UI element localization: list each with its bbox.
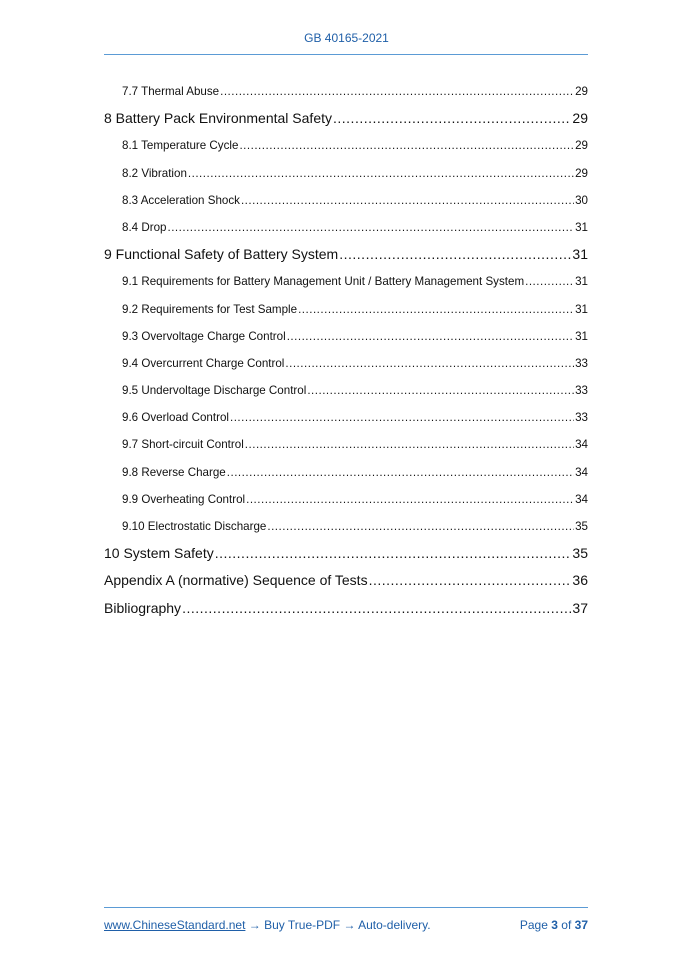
toc-leader-dots xyxy=(239,132,574,159)
toc-entry-title: 9.6 Overload Control xyxy=(122,411,229,425)
toc-entry-title: 9.9 Overheating Control xyxy=(122,492,246,506)
toc-entry-page: 31 xyxy=(575,220,588,234)
toc-entry[interactable] xyxy=(104,268,588,295)
document-footer xyxy=(104,918,588,932)
toc-entry-page: 34 xyxy=(575,492,588,506)
website-link[interactable]: www.ChineseStandard.net xyxy=(104,918,246,932)
toc-entry[interactable] xyxy=(104,377,588,404)
toc-entry-page: 31 xyxy=(575,275,588,289)
toc-entry-page: 33 xyxy=(575,411,588,425)
toc-entry[interactable] xyxy=(104,214,588,241)
toc-entry-page: 34 xyxy=(575,465,588,479)
toc-leader-dots xyxy=(188,160,574,187)
toc-entry[interactable] xyxy=(104,323,588,350)
toc-leader-dots xyxy=(245,431,574,458)
toc-entry-title: 9 Functional Safety of Battery System xyxy=(104,246,339,263)
page-total: 37 xyxy=(574,918,588,932)
toc-entry-title: 7.7 Thermal Abuse xyxy=(122,85,220,98)
toc-entry[interactable] xyxy=(104,486,588,513)
toc-leader-dots xyxy=(307,377,574,404)
toc-entry[interactable] xyxy=(104,459,588,486)
toc-entry-page: 29 xyxy=(575,139,588,153)
toc-entry[interactable] xyxy=(104,404,588,431)
toc-entry[interactable] xyxy=(104,513,588,540)
toc-entry-page: 31 xyxy=(572,246,588,263)
toc-entry-page: 36 xyxy=(572,572,588,589)
toc-entry[interactable] xyxy=(104,350,588,377)
toc-entry-title: 8.2 Vibration xyxy=(122,166,187,180)
toc-entry-title: 10 System Safety xyxy=(104,545,214,562)
toc-leader-dots xyxy=(227,459,574,486)
toc-leader-dots xyxy=(220,78,574,105)
table-of-contents xyxy=(104,78,588,622)
header-divider xyxy=(104,54,588,55)
toc-entry[interactable] xyxy=(104,160,588,187)
toc-entry[interactable] xyxy=(104,540,588,567)
toc-entry-page: 30 xyxy=(575,193,588,207)
toc-entry-title: 9.2 Requirements for Test Sample xyxy=(122,302,298,316)
toc-leader-dots xyxy=(230,404,574,431)
toc-leader-dots xyxy=(339,241,571,268)
toc-entry-page: 33 xyxy=(575,384,588,398)
toc-entry-title: Bibliography xyxy=(104,599,182,616)
page-label: Page xyxy=(519,918,548,932)
toc-entry-title: 8 Battery Pack Environmental Safety xyxy=(104,110,332,127)
toc-entry-title: 8.3 Acceleration Shock xyxy=(122,193,240,207)
toc-entry-title: 9.5 Undervoltage Discharge Control xyxy=(122,384,307,398)
toc-leader-dots xyxy=(215,540,572,567)
toc-entry-title: 9.10 Electrostatic Discharge xyxy=(122,520,267,533)
toc-leader-dots xyxy=(285,350,574,377)
toc-entry-title: 8.1 Temperature Cycle xyxy=(122,139,239,153)
page-indicator xyxy=(520,918,588,932)
toc-entry-page: 29 xyxy=(572,110,588,127)
toc-leader-dots xyxy=(241,187,574,214)
page-of: of xyxy=(561,918,572,932)
toc-leader-dots xyxy=(182,595,571,622)
toc-leader-dots xyxy=(246,486,574,513)
toc-entry-page: 29 xyxy=(575,85,588,98)
toc-entry[interactable] xyxy=(104,132,588,159)
toc-entry-page: 33 xyxy=(575,356,588,370)
toc-leader-dots xyxy=(525,268,574,295)
toc-entry-title: 9.1 Requirements for Battery Management Unit / Battery Management System xyxy=(122,275,525,289)
toc-leader-dots xyxy=(298,296,574,323)
toc-entry-page: 37 xyxy=(572,599,588,616)
toc-entry[interactable] xyxy=(104,431,588,458)
toc-entry[interactable] xyxy=(104,187,588,214)
toc-entry-title: 8.4 Drop xyxy=(122,220,167,234)
toc-entry-page: 31 xyxy=(575,302,588,316)
toc-leader-dots xyxy=(267,513,574,540)
toc-entry[interactable] xyxy=(104,241,588,268)
toc-entry[interactable] xyxy=(104,595,588,622)
toc-entry[interactable] xyxy=(104,78,588,105)
toc-entry-page: 31 xyxy=(575,329,588,343)
doc-code: GB 40165-2021 xyxy=(304,31,389,45)
toc-entry-title: 9.8 Reverse Charge xyxy=(122,465,226,479)
toc-entry-page: 29 xyxy=(575,166,588,180)
toc-leader-dots xyxy=(369,567,572,594)
toc-entry-title: 9.7 Short-circuit Control xyxy=(122,438,244,452)
page-current: 3 xyxy=(551,918,558,932)
toc-entry-title: 9.3 Overvoltage Charge Control xyxy=(122,329,286,343)
footer-promo xyxy=(104,918,431,932)
toc-leader-dots xyxy=(167,214,574,241)
promo-text: → Buy True-PDF → Auto-delivery. xyxy=(245,918,431,932)
toc-entry-page: 35 xyxy=(575,520,588,533)
toc-entry[interactable] xyxy=(104,296,588,323)
toc-entry-page: 34 xyxy=(575,438,588,452)
toc-entry-title: Appendix A (normative) Sequence of Tests xyxy=(104,572,368,589)
toc-entry[interactable] xyxy=(104,105,588,132)
toc-leader-dots xyxy=(333,105,571,132)
footer-divider xyxy=(104,907,588,908)
toc-entry-page: 35 xyxy=(572,545,588,562)
toc-entry-title: 9.4 Overcurrent Charge Control xyxy=(122,356,285,370)
toc-leader-dots xyxy=(287,323,574,350)
document-header xyxy=(0,31,693,45)
toc-entry[interactable] xyxy=(104,567,588,594)
